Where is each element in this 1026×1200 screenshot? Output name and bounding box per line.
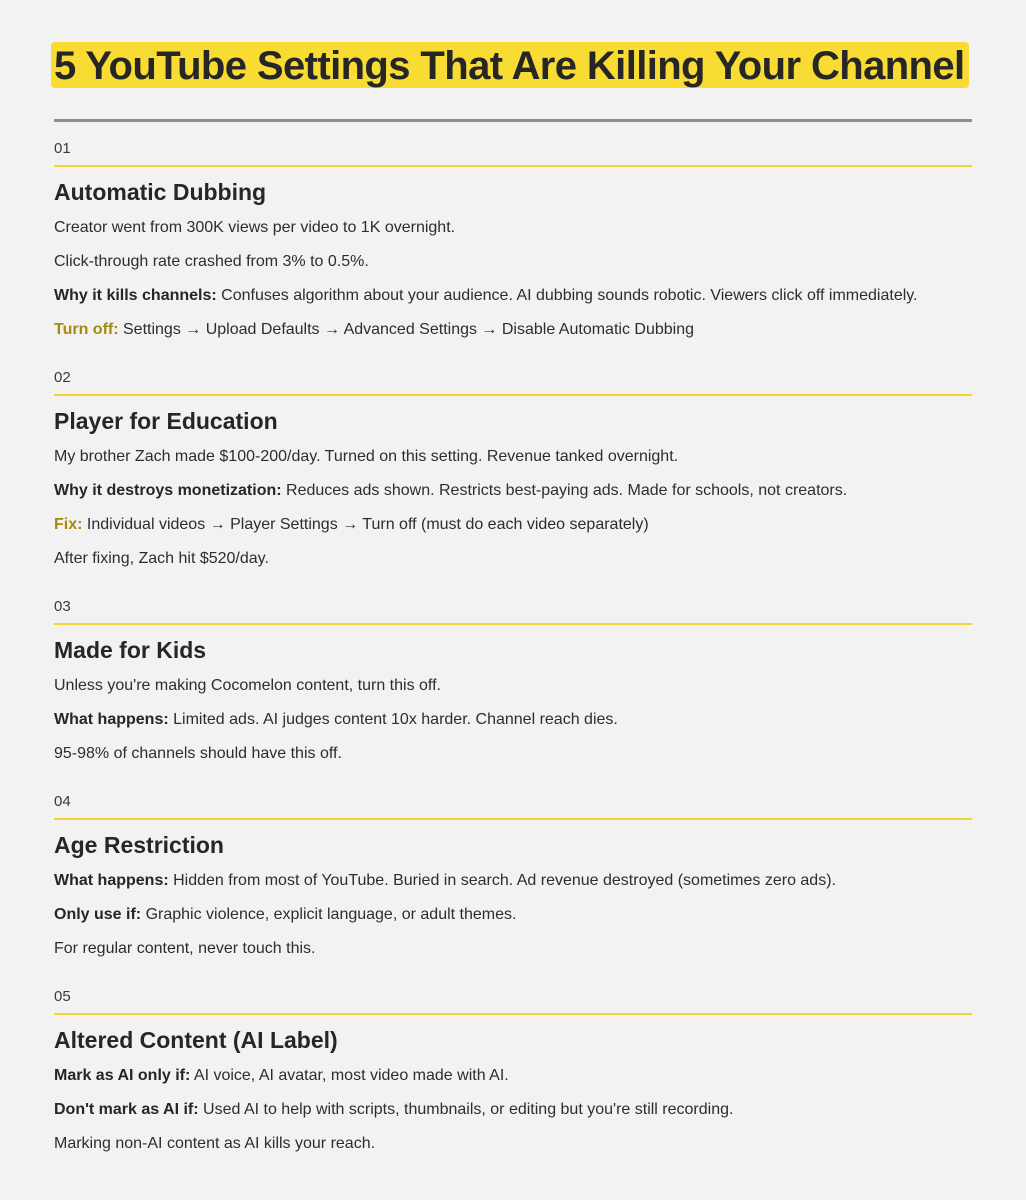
bold-label: Only use if:: [54, 906, 142, 923]
paragraph: For regular content, never touch this.: [54, 940, 316, 957]
section-altered-content: [54, 988, 972, 1156]
paragraph-text: Graphic violence, explicit language, or adult themes.: [141, 906, 517, 923]
paragraph: [54, 868, 972, 893]
paragraph: [54, 512, 972, 537]
section-automatic-dubbing: [54, 140, 972, 342]
section-heading: Age Restriction: [54, 832, 224, 858]
section-divider: [54, 1013, 972, 1015]
bold-label: Why it destroys monetization:: [54, 482, 282, 499]
section-age-restriction: [54, 793, 972, 961]
section-number: 03: [54, 598, 71, 615]
paragraph: Marking non-AI content as AI kills your reach.: [54, 1135, 376, 1152]
paragraph: [54, 707, 972, 732]
section-number: 02: [54, 369, 71, 386]
title-highlight: [51, 42, 969, 88]
bold-label: Mark as AI only if:: [54, 1067, 191, 1084]
paragraph: Creator went from 300K views per video to 1K overnight.: [54, 219, 456, 236]
paragraph: [54, 478, 972, 503]
section-divider: [54, 394, 972, 396]
paragraph-text: Used AI to help with scripts, thumbnails, or editing but you're still recording.: [198, 1101, 734, 1118]
paragraph: [54, 317, 972, 342]
article: [54, 42, 972, 1156]
paragraph-text: AI voice, AI avatar, most video made with AI.: [190, 1067, 509, 1084]
paragraph: Unless you're making Cocomelon content, turn this off.: [54, 677, 441, 694]
paragraph-text: Reduces ads shown. Restricts best-paying ads. Made for schools, not creators.: [281, 482, 848, 499]
paragraph: 95-98% of channels should have this off.: [54, 745, 342, 762]
paragraph-text: Individual videos → Player Settings → Turn off (must do each video separately): [82, 516, 649, 533]
section-player-for-education: [54, 369, 972, 571]
section-heading: Automatic Dubbing: [54, 179, 267, 205]
section-heading: Made for Kids: [54, 637, 207, 663]
paragraph-text: Limited ads. AI judges content 10x harder. Channel reach dies.: [168, 711, 618, 728]
paragraph: After fixing, Zach hit $520/day.: [54, 550, 269, 567]
paragraph: [54, 1097, 972, 1122]
section-made-for-kids: [54, 598, 972, 766]
accent-label: Fix:: [54, 516, 83, 533]
section-divider: [54, 623, 972, 625]
paragraph: My brother Zach made $100-200/day. Turned on this setting. Revenue tanked overnight.: [54, 448, 679, 465]
section-heading: Player for Education: [54, 408, 278, 434]
title-divider: [54, 119, 972, 122]
section-divider: [54, 165, 972, 167]
bold-label: Why it kills channels:: [54, 287, 217, 304]
paragraph: Click-through rate crashed from 3% to 0.5%.: [54, 253, 369, 270]
section-divider: [54, 818, 972, 820]
bold-label: What happens:: [54, 872, 169, 889]
section-heading: Altered Content (AI Label): [54, 1027, 338, 1053]
paragraph-text: Settings → Upload Defaults → Advanced Settings → Disable Automatic Dubbing: [118, 321, 694, 338]
paragraph-text: Confuses algorithm about your audience. AI dubbing sounds robotic. Viewers click off immediately.: [216, 287, 918, 304]
bold-label: What happens:: [54, 711, 169, 728]
section-number: 04: [54, 793, 71, 810]
section-number: 05: [54, 988, 71, 1005]
paragraph-text: Hidden from most of YouTube. Buried in search. Ad revenue destroyed (sometimes zero ads).: [168, 872, 836, 889]
accent-label: Turn off:: [54, 321, 119, 338]
bold-label: Don't mark as AI if:: [54, 1101, 199, 1118]
section-number: 01: [54, 140, 71, 157]
paragraph: [54, 902, 972, 927]
paragraph: [54, 1063, 972, 1088]
paragraph: [54, 283, 972, 308]
page-title: 5 YouTube Settings That Are Killing Your Channel: [54, 44, 965, 88]
